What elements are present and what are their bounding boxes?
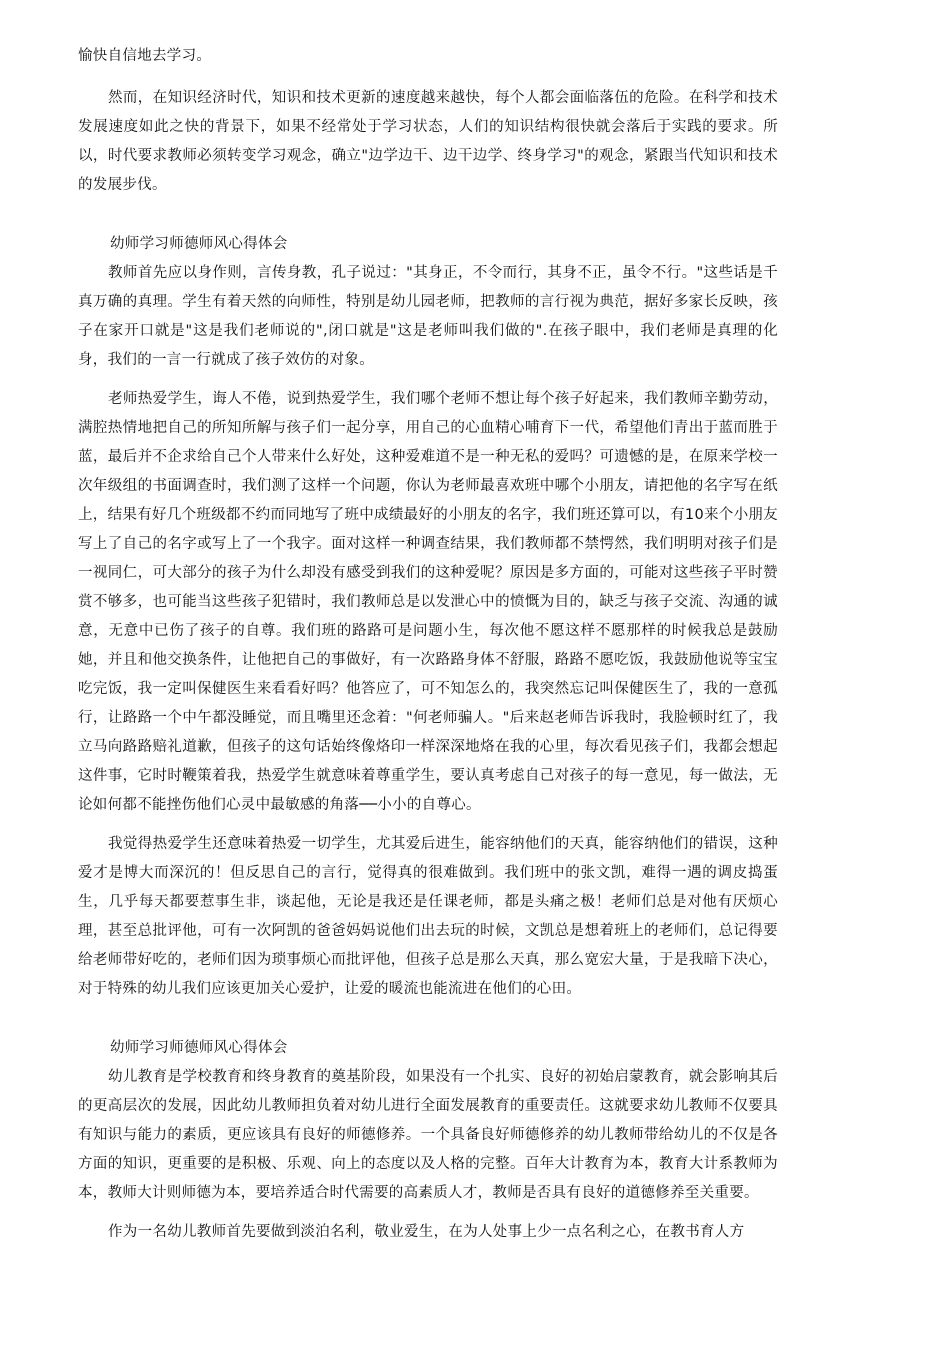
paragraph-early-education: 幼儿教育是学校教育和终身教育的奠基阶段，如果没有一个扎实、良好的初始启蒙教育，就会影响其后的更高层次的发展，因此幼儿教师担负着对幼儿进行全面发展教育的重要责任。这就要求幼儿教师不仅要具有知识与能力的素质，更应该具有良好的师德修养。一个具备良好师德修养的幼儿教师带给幼儿的不仅是各方面的知识，更重要的是积极、乐观、向上的态度以及人格的完整。百年大计教育为本，教育大计系教师为本，教师大计则师德为本，要培养适合时代需要的高素质人才，教师是否具有良好的道德修养至关重要。: [78, 1069, 778, 1201]
section-spacer: [78, 1004, 778, 1022]
paragraph-lead-by-example: 教师首先应以身作则，言传身教，孔子说过："其身正，不令而行，其身不正，虽令不行。"这些话是千真万确的真理。学生有着天然的向师性，特别是幼儿园老师，把教师的言行视为典范，据好多家长反映，孩子在家开口就是"这是我们老师说的",闭口就是"这是老师叫我们做的".在孩子眼中，我们老师是真理的化身，我们的一言一行就成了孩子效仿的对象。: [78, 265, 778, 368]
paragraph-love-students: 老师热爱学生，诲人不倦，说到热爱学生，我们哪个老师不想让每个孩子好起来，我们教师辛勤劳动，满腔热情地把自己的所知所解与孩子们一起分享，用自己的心血精心哺育下一代，希望他们青出于蓝而胜于蓝，最后并不企求给自己个人带来什么好处，这种爱难道不是一种无私的爱吗？可遗憾的是，在原来学校一次年级组的书面调查时，我们测了这样一个问题，你认为老师最喜欢班中哪个小朋友，请把他的名字写在纸上，结果有好几个班级都不约而同地写了班中成绩最好的小朋友的名字，我们班还算可以，有10来个小朋友写上了自己的名字或写上了一个我字。面对这样一种调查结果，我们教师都不禁愕然，我们明明对孩子们是一视同仁，可大部分的孩子为什么却没有感受到我们的这种爱呢？原因是多方面的，可能对这些孩子平时赞赏不够多，也可能当这些孩子犯错时，我们教师总是以发泄心中的愤慨为目的，缺乏与孩子交流、沟通的诚意，无意中已伤了孩子的自尊。我们班的路路可是问题小生，每次他不愿这样不愿那样的时候我总是鼓励她，并且和他交换条件，让他把自己的事做好，有一次路路身体不舒服，路路不愿吃饭，我鼓励他说等宝宝吃完饭，我一定叫保健医生来看看好吗？他答应了，可不知怎么的，我突然忘记叫保健医生了，我的一意孤行，让路路一个中午都没睡觉，而且嘴里还念着："何老师骗人。"后来赵老师告诉我时，我脸顿时红了，我立马向路路赔礼道歉，但孩子的这句话始终像烙印一样深深地烙在我的心里，每次看见孩子们，我都会想起这件事，它时时鞭策着我，热爱学生就意味着尊重学生，要认真考虑自己对孩子的每一意见，每一做法，无论如何都不能挫伤他们心灵中最敏感的角落──小小的自尊心。: [78, 391, 778, 813]
paragraph-love-all-students: 我觉得热爱学生还意味着热爱一切学生，尤其爱后进生，能容纳他们的天真，能容纳他们的错误，这种爱才是博大而深沉的！但反思自己的言行，觉得真的很难做到。我们班中的张文凯，难得一遇的调皮捣蛋生，几乎每天都要惹事生非，谈起他，无论是我还是任课老师，都是头痛之极！老师们总是对他有厌烦心理，甚至总批评他，可有一次阿凯的爸爸妈妈说他们出去玩的时候，文凯总是想着班上的老师们，总记得要给老师带好吃的，老师们因为琐事烦心而批评他，但孩子总是那么天真，那么宽宏大量，于是我暗下决心，对于特殊的幼儿我们应该更加关心爱护，让爱的暖流也能流进在他们的心田。: [78, 836, 778, 997]
paragraph-indifferent-to-fame: 作为一名幼儿教师首先要做到淡泊名利，敬业爱生，在为人处事上少一点名利之心，在教书育人方: [108, 1224, 745, 1240]
section-heading-2: 幼师学习师德师风心得体会: [110, 1040, 288, 1056]
document-body: [78, 0, 778, 1247]
section-heading-1: 幼师学习师德师风心得体会: [110, 236, 288, 252]
paragraph-continuation: 愉快自信地去学习。: [78, 48, 212, 64]
section-spacer: [78, 200, 778, 218]
paragraph-learning-concept: 然而，在知识经济时代，知识和技术更新的速度越来越快，每个人都会面临落伍的危险。在科学和技术发展速度如此之快的背景下，如果不经常处于学习状态，人们的知识结构很快就会落后于实践的要求。所以，时代要求教师必须转变学习观念，确立"边学边干、边干边学、终身学习"的观念，紧跟当代知识和技术的发展步伐。: [78, 90, 778, 193]
